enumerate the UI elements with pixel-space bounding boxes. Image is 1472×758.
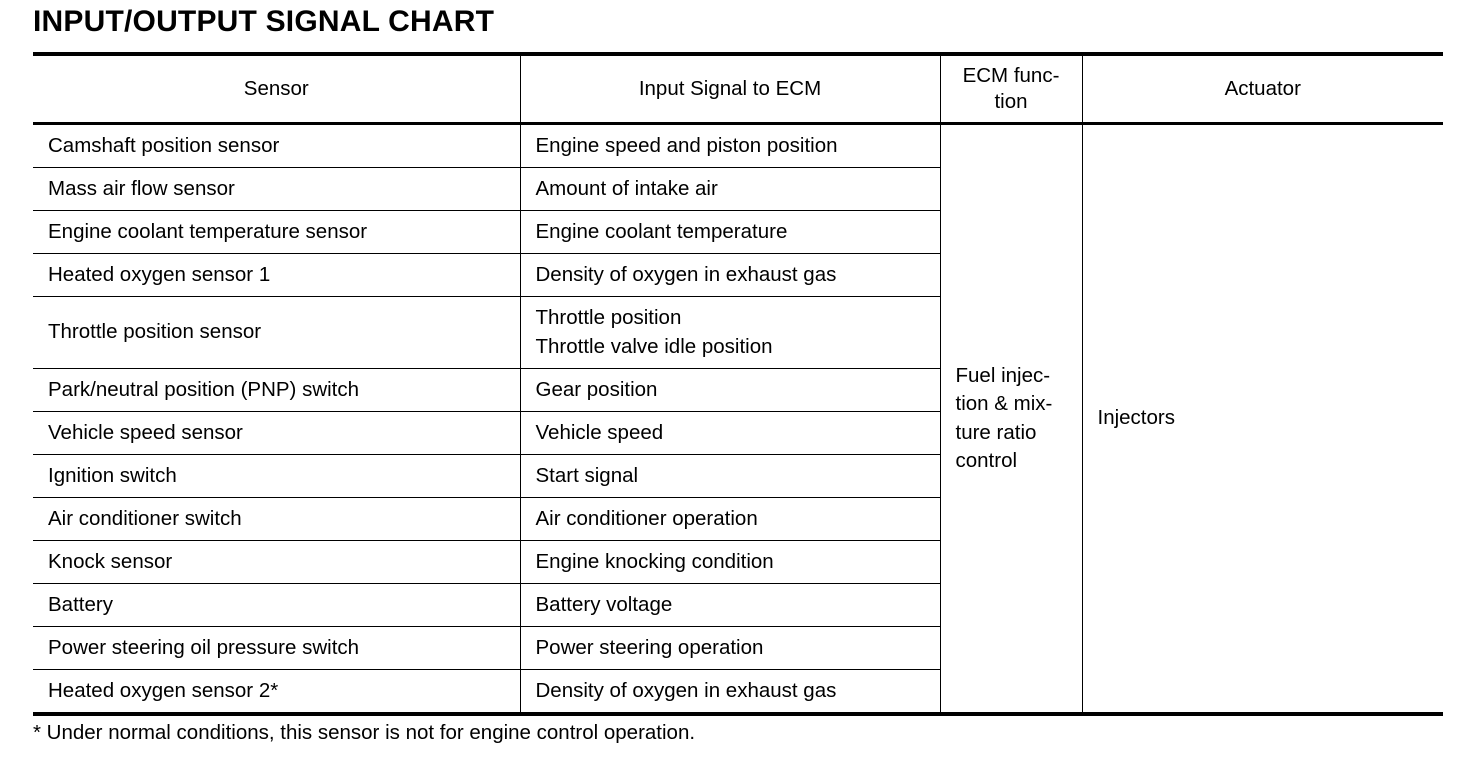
input-signal-cell: Battery voltage — [520, 584, 940, 627]
input-signal-cell: Amount of intake air — [520, 168, 940, 211]
sensor-cell: Camshaft position sensor — [48, 133, 280, 157]
header-actuator: Actuator — [1082, 54, 1443, 124]
input-signal-cell: Density of oxygen in exhaust gas — [520, 670, 940, 715]
ecm-function-cell — [940, 124, 1082, 715]
sensor-cell: Heated oxygen sensor 2* — [48, 678, 279, 702]
page-title: INPUT/OUTPUT SIGNAL CHART — [33, 5, 495, 38]
sensor-cell: Heated oxygen sensor 1 — [48, 262, 271, 286]
footnote: * Under normal conditions, this sensor is not for engine control operation. — [33, 721, 696, 744]
header-input-signal: Input Signal to ECM — [520, 54, 940, 124]
header-ecm-function-line1: ECM func- — [962, 64, 1060, 88]
sensor-cell: Air conditioner switch — [48, 506, 242, 530]
input-signal-cell: Engine speed and piston position — [520, 124, 940, 168]
input-signal-cell: Power steering operation — [520, 627, 940, 670]
input-signal-cell: Density of oxygen in exhaust gas — [520, 254, 940, 297]
header-ecm-function-line2: tion — [994, 90, 1028, 113]
input-signal-cell — [520, 297, 940, 369]
sensor-cell: Engine coolant temperature sensor — [48, 219, 368, 243]
input-signal-line: Throttle position — [535, 305, 682, 329]
table-row — [33, 124, 1443, 168]
sensor-cell: Battery — [48, 592, 113, 616]
ecm-function-line: control — [955, 448, 1018, 472]
input-signal-cell: Air conditioner operation — [520, 498, 940, 541]
ecm-function-line: Fuel injec- — [955, 363, 1051, 387]
input-signal-cell: Gear position — [520, 369, 940, 412]
input-signal-cell: Start signal — [520, 455, 940, 498]
sensor-cell: Park/neutral position (PNP) switch — [48, 377, 360, 401]
ecm-function-line: ture ratio — [955, 420, 1037, 444]
table-header-row — [33, 54, 1443, 124]
sensor-cell: Ignition switch — [48, 463, 177, 487]
signal-chart-table — [33, 52, 1443, 716]
header-ecm-function — [940, 54, 1082, 124]
actuator-cell: Injectors — [1082, 124, 1443, 715]
ecm-function-line: tion & mix- — [955, 392, 1053, 416]
sensor-cell: Mass air flow sensor — [48, 176, 235, 200]
sensor-cell: Vehicle speed sensor — [48, 420, 243, 444]
input-signal-cell: Engine coolant temperature — [520, 211, 940, 254]
sensor-cell: Throttle position sensor — [48, 320, 262, 344]
header-sensor: Sensor — [243, 77, 309, 101]
sensor-cell: Power steering oil pressure switch — [48, 635, 360, 659]
input-signal-cell: Vehicle speed — [520, 412, 940, 455]
input-signal-line: Throttle valve idle position — [535, 334, 773, 358]
input-signal-cell: Engine knocking condition — [520, 541, 940, 584]
ecm-function-text — [956, 362, 1068, 475]
sensor-cell: Knock sensor — [48, 549, 173, 573]
